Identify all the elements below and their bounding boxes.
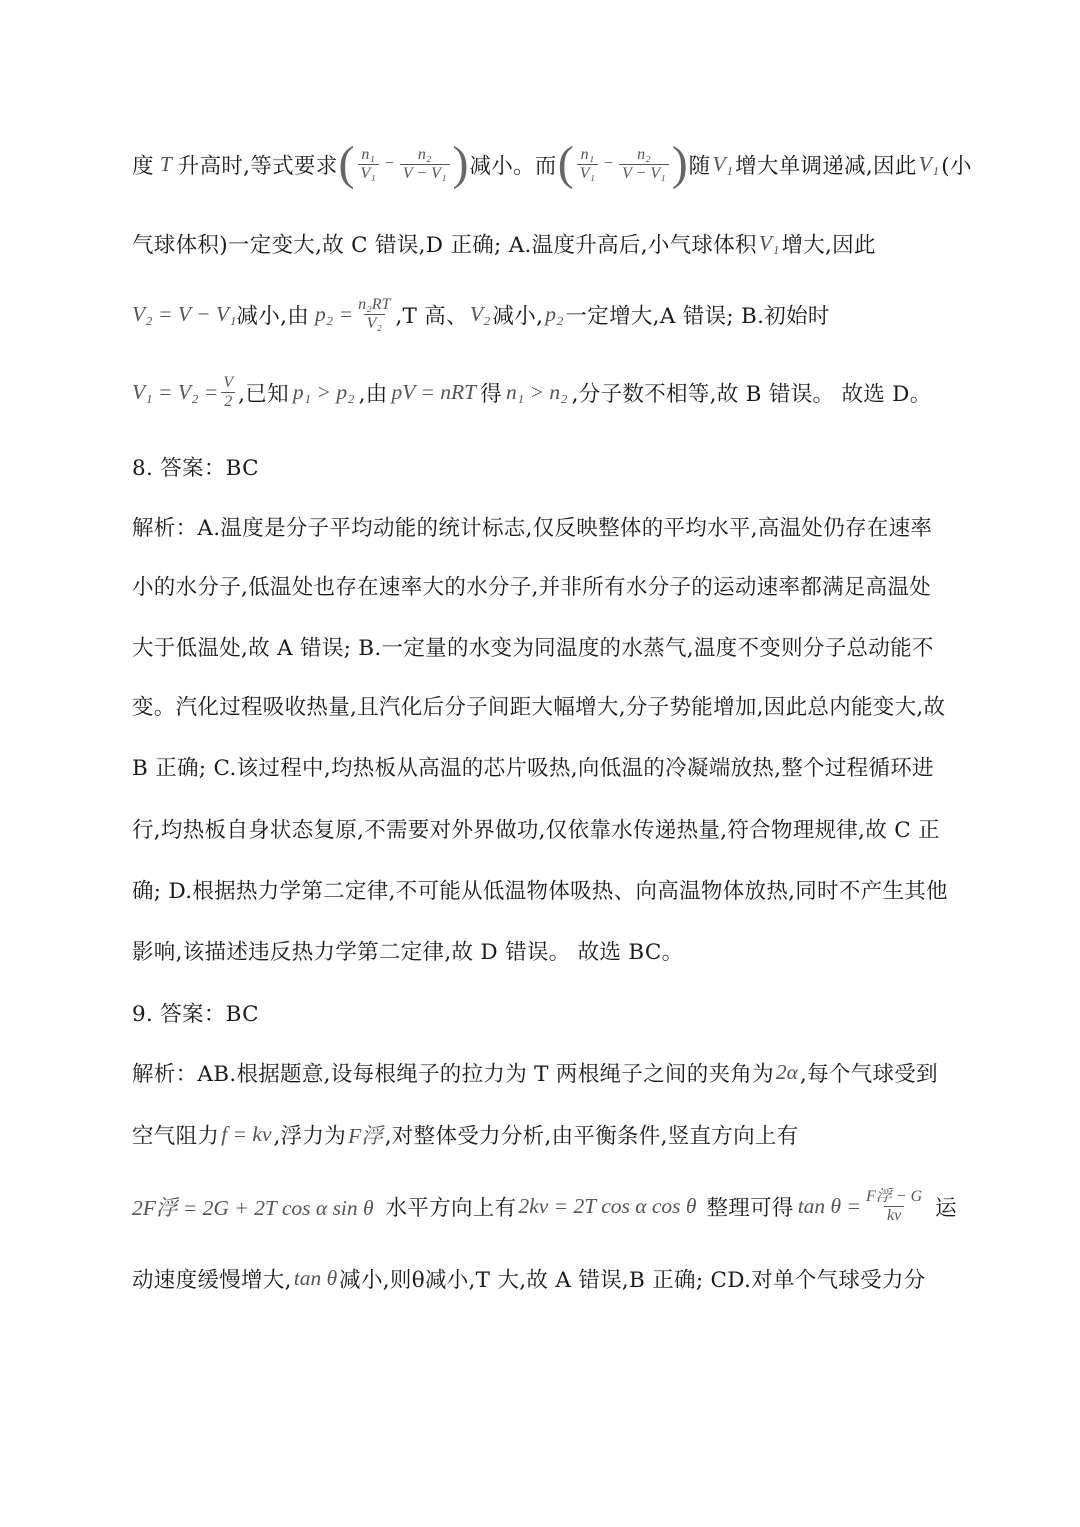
text-line-9: 变。汽化过程吸收热量,且汽化后分子间距大幅增大,分子势能增加,因此总内能变大,故	[132, 695, 946, 720]
frac-num: n₂RT	[358, 296, 391, 313]
text-segment: ,分子数不相等,故 B 错误。 故选 D。	[571, 382, 932, 407]
text-line-6: 解析：A.温度是分子平均动能的统计标志,仅反映整体的平均水平,高温处仍存在速率	[132, 516, 933, 541]
frac-den: V − V₁	[400, 164, 450, 183]
text-segment: 减小,	[492, 304, 544, 329]
text-segment: ,已知	[238, 382, 289, 407]
text-segment: 度	[132, 153, 154, 179]
text-line-3	[132, 296, 948, 333]
math-F-buoyancy: F浮	[348, 1124, 383, 1148]
text-segment: 解析：AB.根据题意,设每根绳子的拉力为 T 两根绳子之间的夹角为	[132, 1062, 774, 1087]
frac-num: n₁	[361, 145, 375, 163]
text-line-7: 小的水分子,低温处也存在速率大的水分子,并非所有水分子的运动速率都满足高温处	[132, 575, 932, 600]
frac-den: V₁	[358, 164, 379, 183]
text-segment: 气球体积)一定变大,故 C 错误,D 正确; A.温度升高后,小气球体积	[132, 233, 757, 258]
frac-den: V₁	[577, 164, 598, 183]
text-segment: 减小,由	[236, 304, 310, 329]
math-tan-theta-eq: tan θ =	[797, 1194, 861, 1218]
text-line-10: B 正确; C.该过程中,均热板从高温的芯片吸热,向低温的冷凝端放热,整个过程循环进	[132, 756, 934, 781]
text-segment: 增大单调递减,因此	[735, 153, 917, 179]
text-line-16	[132, 1119, 948, 1150]
math-V1: V₁	[712, 151, 734, 176]
frac-num: n₂	[637, 145, 651, 163]
text-segment: 升高时,等式要求	[177, 153, 338, 179]
text-segment: 空气阻力	[132, 1124, 220, 1149]
frac-num: n₂	[417, 145, 432, 163]
text-segment: ,对整体受力分析,由平衡条件,竖直方向上有	[384, 1124, 799, 1149]
text-line-1	[132, 137, 972, 190]
text-line-2	[132, 228, 948, 259]
text-line-15	[132, 1057, 948, 1088]
math-V2: V₂	[469, 302, 491, 326]
math-V1: V₁	[758, 231, 780, 255]
answer-heading-9: 9. 答案：BC	[132, 1002, 259, 1027]
text-segment: 运	[935, 1196, 957, 1221]
text-segment: 动速度缓慢增大,	[132, 1268, 292, 1293]
frac-num: V	[223, 374, 234, 391]
text-line-17	[132, 1188, 957, 1225]
math-T: T	[159, 151, 172, 176]
text-line-8: 大于低温处,故 A 错误; B.一定量的水变为同温度的水蒸气,温度不变则分子总动能不	[132, 636, 934, 661]
frac-den: kv	[884, 1206, 904, 1225]
frac-den: V₂	[364, 314, 385, 333]
math-V1-V2-eq: V₁ = V₂ =	[132, 380, 219, 404]
text-segment: ,浮力为	[273, 1124, 347, 1149]
text-segment: 水平方向上有	[385, 1196, 517, 1221]
minus-sign: −	[384, 155, 394, 172]
math-V2-eq: V₂ = V − V₁	[132, 302, 237, 326]
text-segment: 减小。而	[469, 153, 557, 179]
math-frac-V-2	[220, 374, 236, 411]
text-segment: 一定增大,A 错误; B.初始时	[565, 304, 830, 329]
text-segment: ,每个气球受到	[799, 1062, 938, 1087]
math-n1-gt-n2: n₁ > n₂	[505, 380, 568, 404]
math-p1-gt-p2: p₁ > p₂	[292, 380, 355, 404]
math-expression-paren-1: ( $\frac{\text{n₁}}{\text{V₁}}$ − $\frac{\text{n₂}}{\text{V − V₁}}$ )	[338, 137, 469, 190]
frac-den: 2	[221, 392, 235, 411]
minus-sign: −	[604, 155, 614, 172]
text-segment: 减小,则θ减小,T 大,故 A 错误,B 正确; CD.对单个气球受力分	[339, 1268, 926, 1293]
math-horizontal-balance-eq: 2kv = 2T cos α cos θ	[518, 1194, 697, 1218]
math-p2-eq: p₂ =	[315, 302, 354, 326]
text-segment: ,由	[358, 382, 388, 407]
text-segment: 得	[480, 382, 502, 407]
text-segment: 增大,因此	[781, 233, 876, 258]
math-2alpha: 2α	[775, 1060, 798, 1084]
math-frac-n2RT-V2	[355, 296, 393, 333]
text-line-12: 确; D.根据热力学第二定律,不可能从低温物体吸热、向高温物体放热,同时不产生其他	[132, 879, 948, 904]
math-V1: V₁	[918, 151, 940, 176]
math-pV-nRT: pV = nRT	[391, 380, 477, 404]
text-segment: ,T 高、	[395, 304, 468, 329]
math-vertical-balance-eq: 2F浮 = 2G + 2T cos α sin θ	[132, 1196, 374, 1220]
frac-num: F浮 − G	[866, 1188, 923, 1205]
text-segment: (小	[941, 153, 972, 179]
math-expression-paren-2: ( $\frac{\text{n₁}}{\text{V₁}}$ − $\frac{\text{n₂}}{\text{V − V₁}}$ )	[557, 137, 688, 190]
math-f-kv: f = kv	[221, 1122, 272, 1146]
text-line-11: 行,均热板自身状态复原,不需要对外界做功,仅依靠水传递热量,符合物理规律,故 C 正	[132, 818, 940, 843]
text-line-4	[132, 374, 948, 411]
text-line-13: 影响,该描述违反热力学第二定律,故 D 错误。 故选 BC。	[132, 940, 684, 965]
math-tan-theta: tan θ	[293, 1266, 338, 1290]
text-segment: 随	[688, 153, 711, 179]
text-segment: 整理可得	[706, 1196, 794, 1221]
math-p2: p₂	[545, 302, 564, 326]
frac-num: n₁	[580, 145, 595, 163]
answer-heading-8: 8. 答案：BC	[132, 456, 259, 481]
math-frac-F-G-kv	[863, 1188, 925, 1225]
frac-den: V − V₁	[619, 164, 669, 183]
text-line-18	[132, 1263, 948, 1294]
